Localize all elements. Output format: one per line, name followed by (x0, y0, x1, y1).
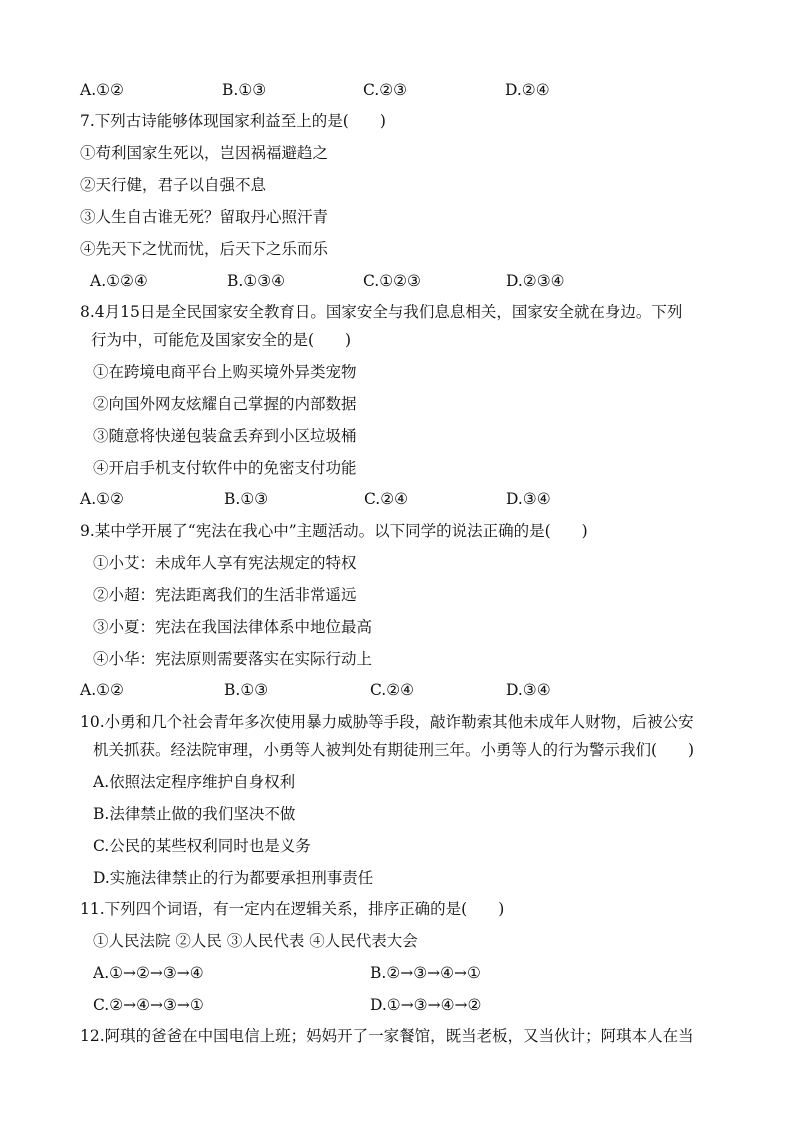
q8-item-2: ②向国外网友炫耀自己掌握的内部数据 (93, 395, 357, 413)
q10-stem-line-1: 10.小勇和几个社会青年多次使用暴力威胁等手段，敲诈勒索其他未成年人财物，后被公安 (80, 713, 694, 731)
q8-options (0, 489, 793, 509)
q7-item-3: ③人生自古谁无死？留取丹心照汗青 (80, 208, 329, 226)
q9-option-a: A.①② (80, 681, 124, 699)
q8-option-d: D.③④ (506, 490, 551, 508)
q7-item-2: ②天行健，君子以自强不息 (80, 176, 267, 194)
q11-stem: 11.下列四个词语，有一定内在逻辑关系，排序正确的是( ) (80, 900, 505, 918)
q9-options (0, 680, 793, 700)
q8-item-1: ①在跨境电商平台上购买境外异类宠物 (93, 363, 357, 381)
q7-item-4: ④先天下之忧而忧，后天下之乐而乐 (80, 240, 329, 258)
q6-option-d: D.②④ (505, 81, 550, 99)
q11-option-b: B.②→③→④→① (370, 964, 481, 982)
q7-option-b: B.①③④ (227, 272, 286, 290)
q11-options-row-1 (0, 963, 793, 983)
q8-option-b: B.①③ (224, 490, 269, 508)
q9-option-c: C.②④ (370, 681, 415, 699)
q10-stem-line-2: 机关抓获。经法院审理，小勇等人被判处有期徒刑三年。小勇等人的行为警示我们( ) (93, 741, 695, 759)
q10-option-c: C.公民的某些权利同时也是义务 (93, 837, 311, 855)
q11-option-c: C.②→④→③→① (93, 996, 204, 1014)
q9-stem: 9.某中学开展了“宪法在我心中”主题活动。以下同学的说法正确的是( ) (80, 522, 588, 540)
q10-option-b: B.法律禁止做的我们坚决不做 (93, 805, 296, 823)
q10-option-d: D.实施法律禁止的行为都要承担刑事责任 (93, 869, 374, 887)
q7-option-d: D.②③④ (506, 272, 565, 290)
q7-option-c: C.①②③ (363, 272, 421, 290)
q7-item-1: ①苟利国家生死以，岂因祸福避趋之 (80, 144, 329, 162)
q7-option-a: A.①②④ (90, 272, 148, 290)
q6-options (0, 80, 793, 100)
q7-stem: 7.下列古诗能够体现国家利益至上的是( ) (80, 112, 386, 130)
q8-option-a: A.①② (80, 490, 124, 508)
q6-option-c: C.②③ (363, 81, 408, 99)
q10-option-a: A.依照法定程序维护自身权利 (93, 773, 296, 791)
q6-option-b: B.①③ (222, 81, 267, 99)
q8-stem-line-1: 8.4月15日是全民国家安全教育日。国家安全与我们息息相关，国家安全就在身边。下列 (80, 303, 683, 321)
q9-item-4: ④小华：宪法原则需要落实在实际行动上 (93, 650, 373, 668)
q11-option-d: D.①→③→④→② (370, 996, 482, 1014)
q11-options-row-2 (0, 995, 793, 1015)
q12-stem-line-1: 12.阿琪的爸爸在中国电信上班；妈妈开了一家餐馆，既当老板，又当伙计；阿琪本人在当 (80, 1027, 694, 1045)
q8-stem-line-2: 行为中，可能危及国家安全的是( ) (91, 331, 352, 349)
q9-item-1: ①小艾：未成年人享有宪法规定的特权 (93, 554, 357, 572)
q8-item-3: ③随意将快递包装盒丢弃到小区垃圾桶 (93, 427, 357, 445)
q8-item-4: ④开启手机支付软件中的免密支付功能 (93, 459, 357, 477)
q9-option-b: B.①③ (224, 681, 269, 699)
q8-option-c: C.②④ (364, 490, 409, 508)
q9-item-2: ②小超：宪法距离我们的生活非常遥远 (93, 586, 357, 604)
q7-options (0, 271, 793, 291)
q11-option-a: A.①→②→③→④ (93, 964, 204, 982)
q6-option-a: A.①② (80, 81, 124, 99)
q9-option-d: D.③④ (506, 681, 551, 699)
q9-item-3: ③小夏：宪法在我国法律体系中地位最高 (93, 618, 373, 636)
q11-items: ①人民法院 ②人民 ③人民代表 ④人民代表大会 (93, 932, 418, 950)
